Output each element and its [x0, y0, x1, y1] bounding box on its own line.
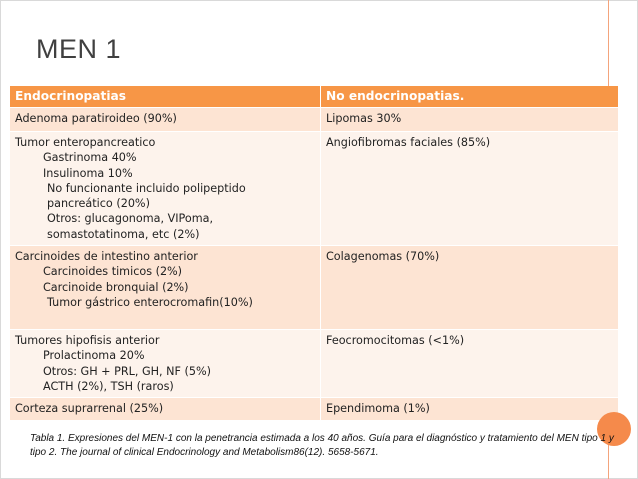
header-no-endocrinopatias: No endocrinopatias.	[321, 86, 619, 108]
cell-line: Tumor enteropancreatico	[15, 136, 156, 149]
cell-line: Corteza suprarrenal (25%)	[15, 402, 164, 416]
table-row	[10, 246, 618, 330]
slide-title: MEN 1	[36, 34, 122, 64]
cell-line: Tumor gástrico enterocromafin(10%)	[47, 295, 253, 309]
cell-endocrinopatia	[10, 132, 321, 246]
cell-line: Carcinoides timicos (2%)	[43, 265, 183, 279]
cell-line: Adenoma paratiroideo (90%)	[15, 112, 177, 125]
cell-line: somastotatinoma, etc (2%)	[47, 227, 200, 241]
cell-no-endocrinopatia	[321, 108, 619, 132]
table-row	[10, 398, 618, 421]
cell-line: Gastrinoma 40%	[43, 151, 137, 165]
cell-line: Angiofibromas faciales (85%)	[326, 136, 491, 149]
cell-no-endocrinopatia	[321, 132, 619, 246]
cell-line: Tumores hipofisis anterior	[15, 334, 160, 348]
cell-line: Otros: glucagonoma, VIPoma,	[47, 212, 214, 226]
cell-line: Carcinoide bronquial (2%)	[43, 280, 189, 294]
cell-endocrinopatia	[10, 398, 321, 421]
table-row	[10, 132, 618, 246]
cell-line: Insulinoma 10%	[43, 166, 133, 180]
table-row	[10, 330, 618, 398]
table-header-row	[10, 86, 618, 108]
cell-no-endocrinopatia	[321, 398, 619, 421]
cell-endocrinopatia	[10, 108, 321, 132]
men1-table	[10, 86, 618, 421]
cell-line: No funcionante incluido polipeptido	[47, 181, 246, 195]
cell-line: ACTH (2%), TSH (raros)	[43, 379, 174, 393]
cell-line: Ependimoma (1%)	[326, 402, 430, 416]
table-caption: Tabla 1. Expresiones del MEN-1 con la penetrancia estimada a los 40 años. Guía para el diagnóstico y tratamiento del MEN tipo 1 y tipo 2. The journal of clinical Endocrinology and Metabolism86(12). 5658-5671.	[30, 433, 614, 458]
cell-line: Otros: GH + PRL, GH, NF (5%)	[43, 364, 212, 378]
cell-line: Feocromocitomas (<1%)	[326, 334, 465, 348]
cell-endocrinopatia	[10, 330, 321, 398]
cell-no-endocrinopatia	[321, 330, 619, 398]
cell-line: Lipomas 30%	[326, 112, 402, 125]
table-row	[10, 108, 618, 132]
cell-line: Colagenomas (70%)	[326, 250, 440, 264]
cell-no-endocrinopatia	[321, 246, 619, 330]
cell-endocrinopatia	[10, 246, 321, 330]
cell-line: Carcinoides de intestino anterior	[15, 250, 198, 264]
header-endocrinopatias: Endocrinopatias	[10, 86, 321, 108]
cell-line: pancreático (20%)	[47, 197, 150, 211]
cell-line: Prolactinoma 20%	[43, 349, 145, 363]
